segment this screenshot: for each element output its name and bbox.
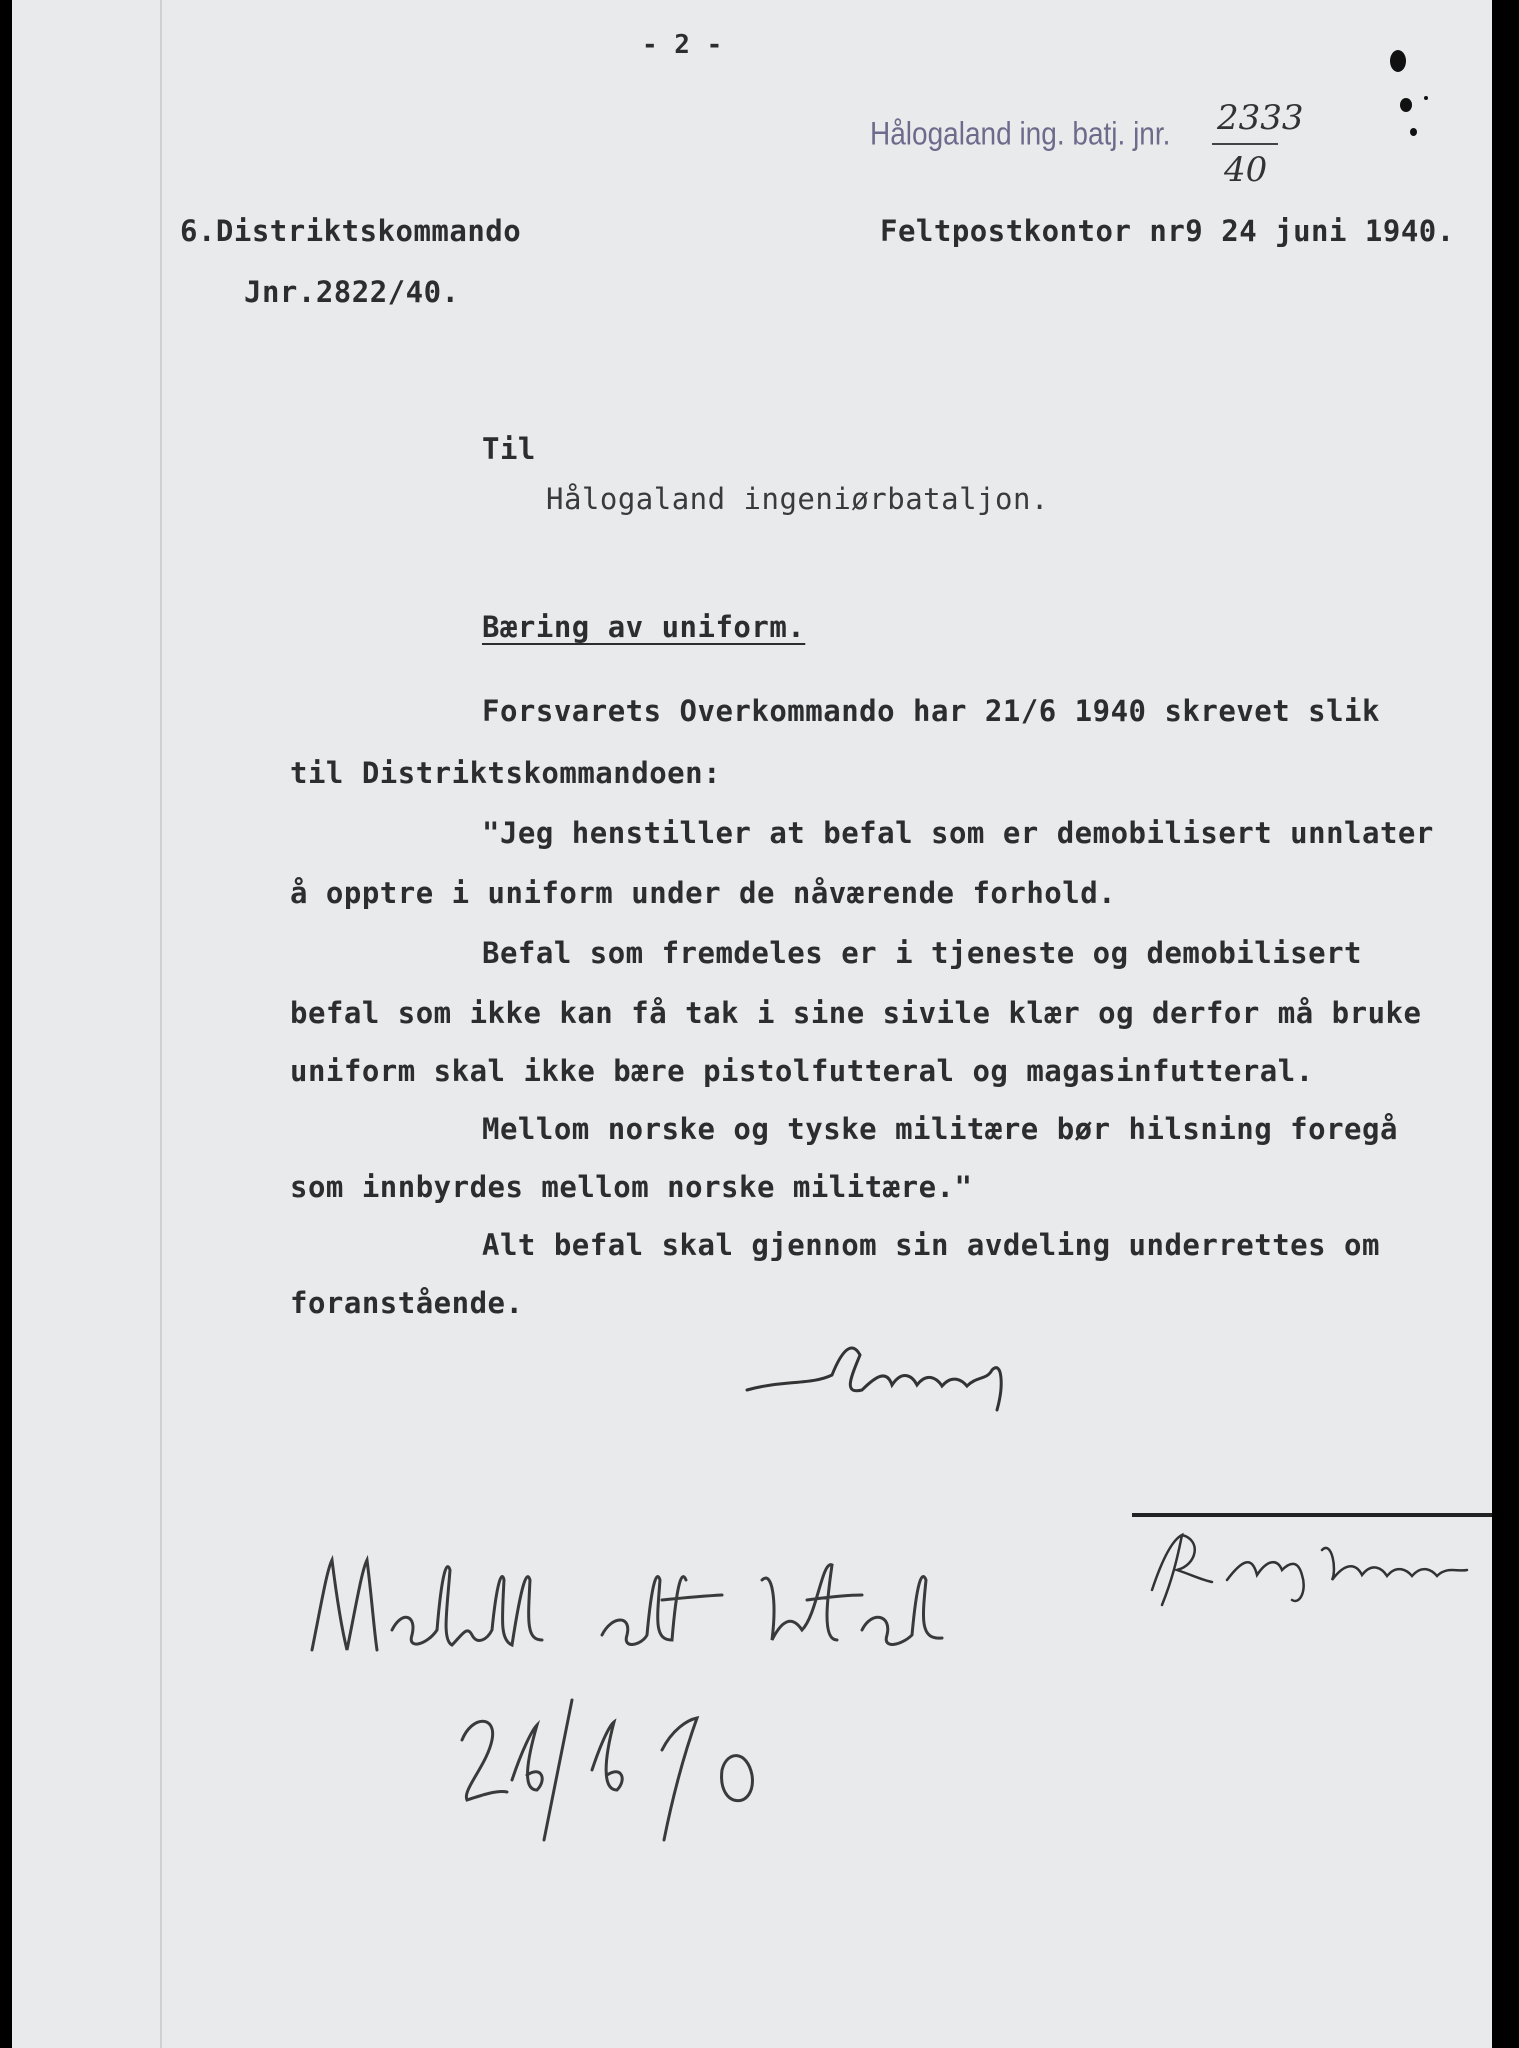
handwritten-note	[302, 1540, 1002, 1680]
ink-blot	[1400, 98, 1412, 112]
body-line: "Jeg henstiller at befal som er demobilisert unnlater	[482, 816, 1434, 850]
body-line: uniform skal ikke bære pistolfutteral og magasinfutteral.	[290, 1054, 1314, 1088]
sender: 6.Distriktskommando	[180, 214, 522, 248]
recipient-to: Til	[482, 432, 536, 466]
body-line: Alt befal skal gjennom sin avdeling underrettes om	[482, 1228, 1380, 1262]
ink-blot	[1424, 96, 1428, 100]
document-page	[12, 0, 1492, 2048]
journal-number: Jnr.2822/40.	[244, 275, 460, 309]
body-line: befal som ikke kan få tak i sine sivile klær og derfor må bruke	[290, 996, 1422, 1030]
stamp-number-bottom: 40	[1224, 150, 1268, 190]
subject: Bæring av uniform.	[482, 610, 806, 644]
signature-knudsen	[1132, 1520, 1492, 1610]
recipient-name: Hålogaland ingeniørbataljon.	[546, 482, 1049, 516]
stamp-fraction-line	[1212, 143, 1278, 145]
ink-blot	[1390, 50, 1406, 72]
place-date: Feltpostkontor nr9 24 juni 1940.	[880, 214, 1455, 248]
page-number: - 2 -	[642, 30, 723, 60]
ink-blot	[1410, 128, 1417, 136]
signature-skoren	[742, 1330, 1042, 1430]
handwritten-date	[452, 1680, 792, 1850]
body-line: til Distriktskommandoen:	[290, 756, 722, 790]
signature-rule	[1132, 1513, 1492, 1517]
body-line: som innbyrdes mellom norske militære."	[290, 1170, 973, 1204]
body-line: Befal som fremdeles er i tjeneste og demobilisert	[482, 936, 1363, 970]
stamp-number-top: 2333	[1217, 98, 1304, 138]
body-line: Forsvarets Overkommando har 21/6 1940 skrevet slik	[482, 694, 1380, 728]
stamp-label: Hålogaland ing. batj. jnr.	[870, 115, 1171, 152]
body-line: foranstående.	[290, 1286, 524, 1320]
body-line: å opptre i uniform under de nåværende forhold.	[290, 876, 1117, 910]
body-line: Mellom norske og tyske militære bør hilsning foregå	[482, 1112, 1398, 1146]
